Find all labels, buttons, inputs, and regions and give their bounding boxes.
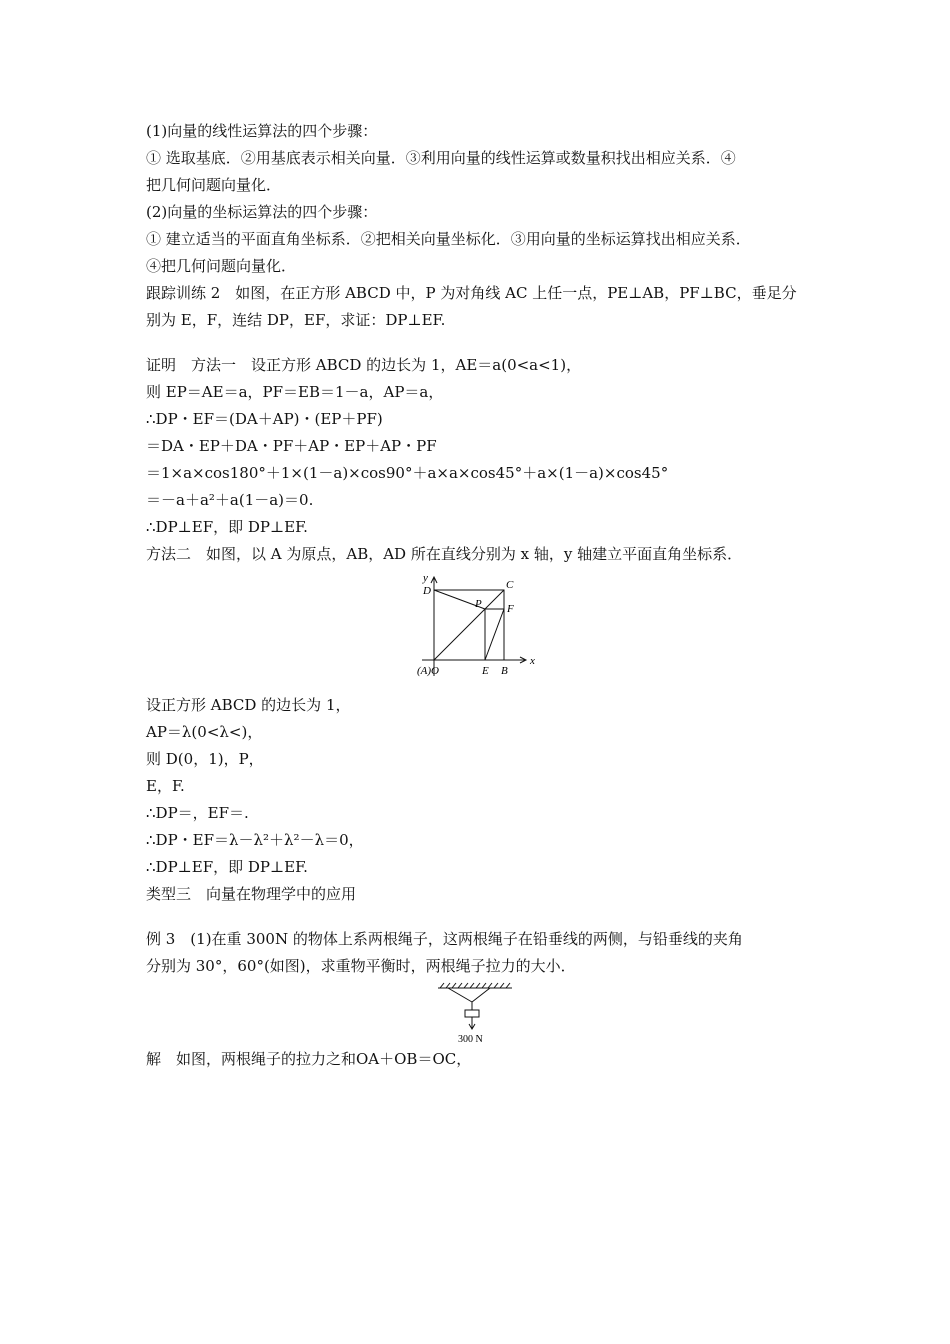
text-line: ∴DP⊥EF，即 DP⊥EF. [146,858,308,876]
formula-line: ∴DP＝，EF＝. [146,804,249,822]
segment-ef [485,609,504,660]
text-line: 别为 E，F，连结 DP，EF，求证：DP⊥EF. [146,311,446,329]
label-p: P [475,598,482,610]
label-y: y [423,572,428,584]
text-line: ④把几何问题向量化． [146,257,297,275]
ceiling-hatching [440,983,510,988]
label-origin: (A)O [417,665,439,677]
label-x: x [530,655,535,667]
text-line: 设正方形 ABCD 的边长为 1， [146,696,351,714]
rope-left [448,988,472,1002]
label-f: F [507,603,514,615]
formula-line: ∴DP・EF＝(DA＋AP)・(EP＋PF) [146,410,383,428]
proof-heading: 证明 方法一 设正方形 ABCD 的边长为 1，AE＝a(0<a<1)， [146,356,582,374]
weight-box [465,1010,479,1017]
example-title: 例 3 (1)在重 300N 的物体上系两根绳子，这两根绳子在铅垂线的两侧，与铅垂线的夹角 [146,930,743,948]
exercise-title: 跟踪训练 2 如图，在正方形 ABCD 中，P 为对角线 AC 上任一点，PE⊥AB，PF⊥BC，垂足分 [146,284,797,302]
formula-line: AP＝λ(0<λ<)， [146,723,263,741]
formula-line: ∴DP・EF＝λ－λ²＋λ²－λ＝0， [146,831,364,849]
text-line: 分别为 30°，60°(如图)，求重物平衡时，两根绳子拉力的大小． [146,957,576,975]
weight-label: 300 N [458,1034,483,1045]
text-line: ① 选取基底．②用基底表示相关向量．③利用向量的线性运算或数量积找出相应关系．④ [146,149,736,167]
label-b: B [501,665,508,677]
method-two-heading: 方法二 如图，以 A 为原点，AB，AD 所在直线分别为 x 轴，y 轴建立平面直角坐标系． [146,545,743,563]
formula-line: 则 D(0，1)，P， [146,750,264,768]
text-line: ∴DP⊥EF，即 DP⊥EF. [146,518,308,536]
diagonal-ac [434,590,504,660]
solution-line: 解 如图，两根绳子的拉力之和OA＋OB＝OC， [146,1050,472,1068]
spacer [146,908,826,926]
formula-line: ＝－a＋a²＋a(1－a)＝0. [146,491,314,509]
rope-diagram [432,980,522,1046]
text-line: 则 EP＝AE＝a，PF＝EB＝1－a，AP＝a， [146,383,444,401]
text-line: ① 建立适当的平面直角坐标系．②把相关向量坐标化．③用向量的坐标运算找出相应关系． [146,230,751,248]
document-page [146,118,826,1073]
text-line: 把几何问题向量化． [146,176,282,194]
text-line: (1)向量的线性运算法的四个步骤： [146,122,378,140]
square-diagram [412,572,542,690]
text-line: (2)向量的坐标运算法的四个步骤： [146,203,378,221]
label-c: C [506,579,514,591]
formula-line: E，F. [146,777,185,795]
label-e: E [482,665,489,677]
rope-right [472,988,490,1002]
formula-line: ＝1×a×cos180°＋1×(1－a)×cos90°＋a×a×cos45°＋a×(1－a)×cos45° [146,464,669,482]
section-heading: 类型三 向量在物理学中的应用 [146,885,357,903]
square-coordinate-figure [146,572,826,690]
label-d: D [423,585,431,597]
rope-weight-figure [146,980,826,1046]
spacer [146,334,826,352]
formula-line: ＝DA・EP＋DA・PF＋AP・EP＋AP・PF [146,437,437,455]
